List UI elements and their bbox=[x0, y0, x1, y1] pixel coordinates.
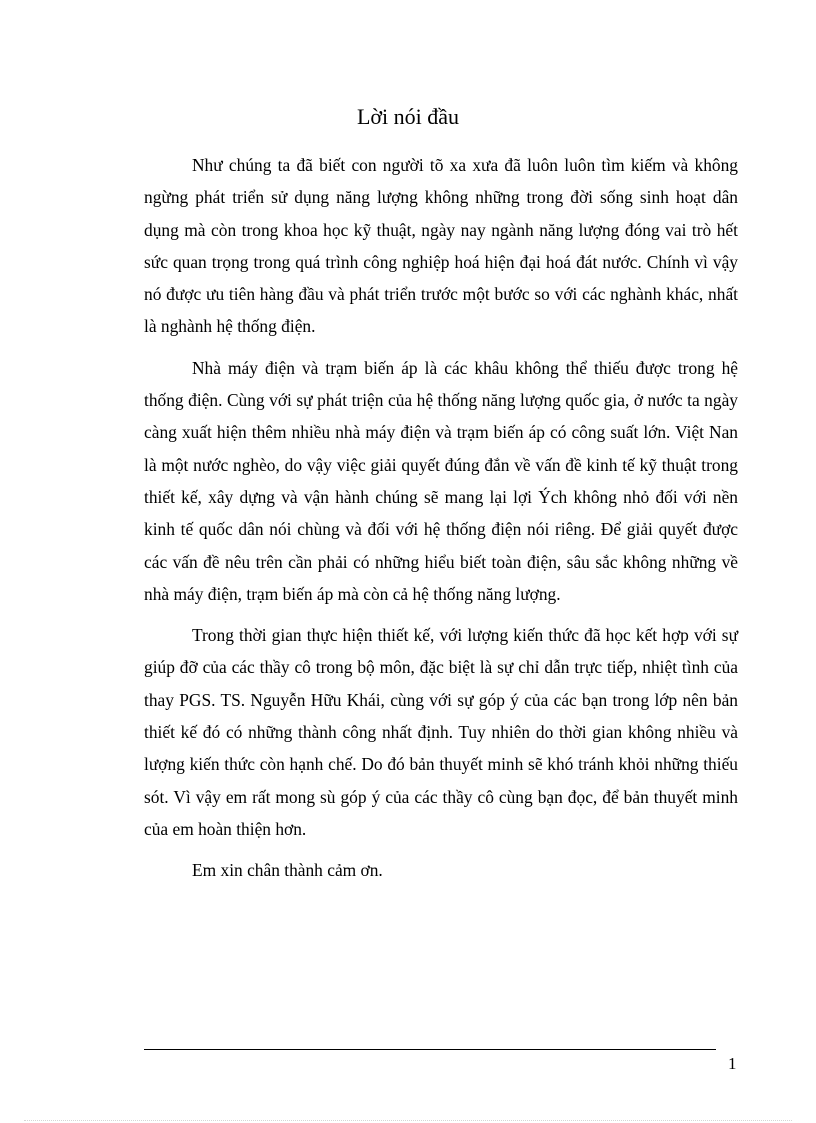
paragraph-acknowledgement: Trong thời gian thực hiện thiết kế, với lượng kiến thức đã học kết hợp với sự giúp đỡ của các thầy cô trong bộ môn, đặc biệt là sự chỉ dẫn trực tiếp, nhiệt tình của thay PGS. TS. Nguyễn Hữu Khái, cùng với sự góp ý của các bạn trong lớp nên bản thiết kế đó có những thành công nhất định. Tuy nhiên do thời gian không nhiều và lượng kiến thức còn hạnh chế. Do đó bản thuyết minh sẽ khó tránh khỏi những thiếu sót. Vì vậy em rất mong sù góp ý của các thầy cô cùng bạn đọc, để bản thuyết minh của em hoàn thiện hơn. bbox=[144, 625, 738, 839]
document-body bbox=[144, 149, 738, 896]
paragraph-power-plants: Nhà máy điện và trạm biến áp là các khâu không thể thiếu được trong hệ thống điện. Cùng với sự phát triện của hệ thống năng lượng quốc gia, ở nước ta ngày càng xuất hiện thêm nhiều nhà máy điện và trạm biến áp có công suất lớn. Việt Nan là một nước nghèo, do vậy việc giải quyết đúng đắn về vấn đề kinh tế kỹ thuật trong thiết kế, xây dựng và vận hành chúng sẽ mang lại lợi Ých không nhỏ đối với nền kinh tế quốc dân nói chùng và đối với hệ thống điện nói riêng. Để giải quyết được các vấn đề nêu trên cần phải có những hiểu biết toàn điện, sâu sắc không những về nhà máy điện, trạm biến áp mà còn cả hệ thống năng lượng. bbox=[144, 357, 738, 604]
closing-line: Em xin chân thành cảm ơn. bbox=[192, 860, 383, 881]
paragraph-intro: Như chúng ta đã biết con người tõ xa xưa đã luôn luôn tìm kiếm và không ngừng phát triển sử dụng năng lượng không những trong đời sống sinh hoạt dân dụng mà còn trong khoa học kỹ thuật, ngày nay ngành năng lượng đóng vai trò hết sức quan trọng trong quá trình công nghiệp hoá hiện đại hoá đát nước. Chính vì vậy nó được ưu tiên hàng đầu và phát triển trước một bước so với các nghành khác, nhất là nghành hệ thống điện. bbox=[144, 155, 738, 337]
page-number: 1 bbox=[728, 1054, 737, 1073]
footer-divider bbox=[144, 1049, 716, 1050]
page-title: Lời nói đầu bbox=[356, 104, 460, 129]
page-bottom-edge bbox=[24, 1120, 792, 1121]
